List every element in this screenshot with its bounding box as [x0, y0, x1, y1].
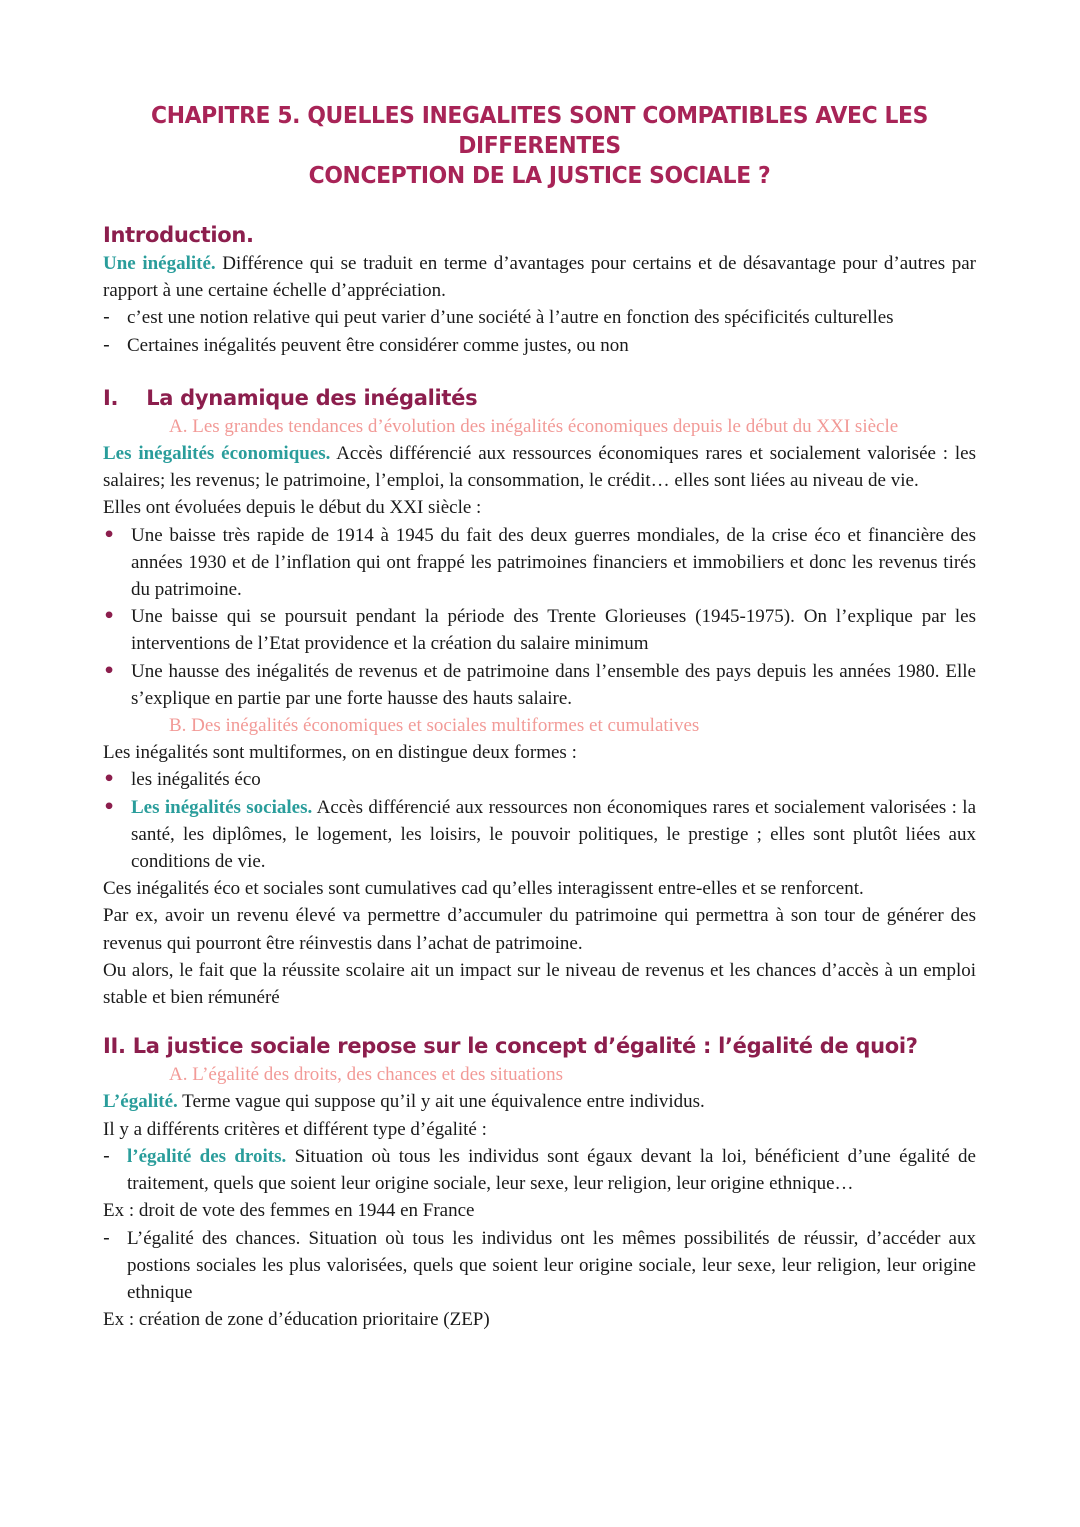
forms-bullet-list	[103, 766, 976, 875]
intro-definition-text: Différence qui se traduit en terme d’avantages pour certains et de désavantage pour d’autres par rapport à une certaine échelle d’appréciation.	[103, 253, 976, 302]
chances-bullet-list	[103, 1225, 976, 1307]
evolution-bullet-list	[103, 522, 976, 712]
intro-bullet-list	[103, 304, 976, 358]
section-2-sub-a: A. L’égalité des droits, des chances et des situations	[169, 1064, 563, 1086]
dot-marker: •	[103, 795, 116, 818]
cumulative-paragraph-2: Par ex, avoir un revenu élevé va permettre d’accumuler du patrimoine qui permettra à son tour de générer des revenus qui pourront être réinvestis dans l’achat de patrimoine.	[103, 905, 976, 954]
section-1-heading	[103, 383, 976, 413]
list-item: • Les inégalités sociales. Accès différencié aux ressources non économiques rares et socialement valorisées : la santé, les diplômes, le logement, les loisirs, le pouvoir politiques, le prestige ; elles sont plutôt liées aux conditions de vie.	[103, 795, 977, 873]
criteria-intro: Il y a différents critères et différent type d’égalité :	[103, 1118, 487, 1140]
chapter-title-line-1: CHAPITRE 5. QUELLES INEGALITES SONT COMPATIBLES AVEC LES DIFFERENTES	[151, 101, 928, 159]
list-item: • Une baisse qui se poursuit pendant la période des Trente Glorieuses (1945-1975). On l’explique par les interventions de l’Etat providence et la création du salaire minimum	[103, 605, 976, 655]
section-1-numeral: I.	[103, 385, 119, 410]
dot-marker: •	[103, 605, 116, 628]
economic-inequalities-term: Les inégalités économiques.	[103, 443, 331, 465]
list-item: • les inégalités éco	[103, 766, 976, 793]
economic-inequalities-definition: Les inégalités économiques. Accès différencié aux ressources économiques rares et socialement valorisée : les salaires; les revenus; le patrimoine, l’emploi, la consommation, le crédit… elles sont liées au niveau de vie.	[103, 443, 976, 492]
section-1-sub-b: B. Des inégalités économiques et sociales multiformes et cumulatives	[169, 715, 700, 737]
intro-heading: Introduction.	[103, 223, 254, 247]
equality-term: L’égalité.	[103, 1091, 178, 1113]
dash-marker: -	[103, 306, 110, 329]
list-item: - Certaines inégalités peuvent être considérer comme justes, ou non	[103, 332, 976, 359]
intro-term: Une inégalité.	[103, 253, 216, 274]
chapter-title-line-2: CONCEPTION DE LA JUSTICE SOCIALE ?	[308, 161, 771, 189]
equality-definition: L’égalité. Terme vague qui suppose qu’il y ait une équivalence entre individus.	[103, 1091, 705, 1113]
section-1-title: La dynamique des inégalités	[146, 385, 478, 410]
section-2-heading: II. La justice sociale repose sur le concept d’égalité : l’égalité de quoi?	[103, 1034, 918, 1059]
section-1-sub-a: A. Les grandes tendances d’évolution des inégalités économiques depuis le début du XXI siècle	[169, 415, 899, 437]
list-item: - L’égalité des chances. Situation où tous les individus ont les mêmes possibilités de réussir, d’accéder aux postions sociales les plus valorisées, quels que soient leur origine sociale, leur sexe, leur religion, leur origine ethnique	[103, 1226, 976, 1303]
list-item: - l’égalité des droits. Situation où tous les individus sont égaux devant la loi, bénéficient d’une égalité de traitement, quels que soient leur origine sociale, leur sexe, leur religion, leur origine ethnique…	[103, 1144, 976, 1195]
intro-definition	[103, 250, 976, 304]
dot-marker: •	[103, 659, 116, 682]
dash-marker: -	[103, 333, 110, 356]
cumulative-paragraph-3: Ou alors, le fait que la réussite scolaire ait un impact sur le niveau de revenus et les chances d’accès à un emploi stable et bien rémunéré	[103, 959, 976, 1009]
dash-marker: -	[103, 1144, 110, 1167]
evolution-intro: Elles ont évoluées depuis le début du XXI siècle :	[103, 497, 482, 519]
rights-term: l’égalité des droits.	[127, 1145, 287, 1167]
list-item: • Une hausse des inégalités de revenus et de patrimoine dans l’ensemble des pays depuis les années 1980. Elle s’explique en partie par une forte hausse des hauts salaire.	[103, 659, 976, 709]
example-1: Ex : droit de vote des femmes en 1944 en France	[103, 1200, 475, 1222]
example-2: Ex : création de zone d’éducation prioritaire (ZEP)	[103, 1309, 490, 1331]
list-item: • Une baisse très rapide de 1914 à 1945 du fait des deux guerres mondiales, de la crise éco et financière des années 1930 et de l’inflation qui ont frappé les patrimoines financiers et immobiliers et donc les revenus tirés du patrimoine.	[103, 523, 976, 601]
multiform-intro: Les inégalités sont multiformes, on en distingue deux formes :	[103, 742, 577, 764]
dash-marker: -	[103, 1226, 110, 1249]
cumulative-paragraph-1: Ces inégalités éco et sociales sont cumulatives cad qu’elles interagissent entre-elles et se renforcent.	[103, 878, 864, 900]
chapter-title	[134, 100, 946, 190]
rights-bullet-list	[103, 1143, 976, 1197]
dot-marker: •	[103, 768, 116, 791]
dot-marker: •	[103, 523, 116, 546]
list-item: - c’est une notion relative qui peut varier d’une société à l’autre en fonction des spécificités culturelles	[103, 304, 976, 331]
social-inequalities-term: Les inégalités sociales.	[131, 796, 313, 818]
